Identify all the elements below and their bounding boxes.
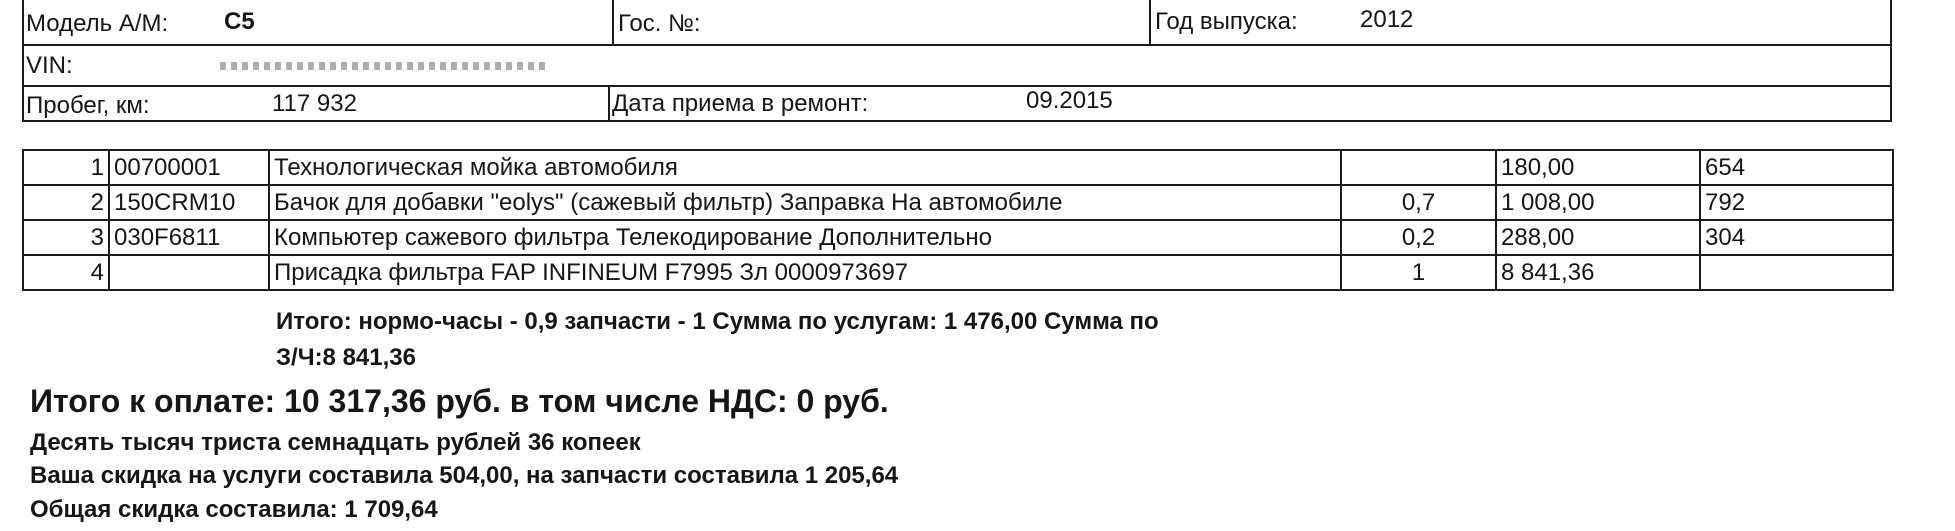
item-code: 00700001 [109, 150, 269, 185]
discount-line: Ваша скидка на услуги составила 504,00, на запчасти составила 1 205,64 [30, 462, 899, 489]
item-quantity [1341, 150, 1496, 185]
divider [22, 85, 1892, 87]
year-label: Год выпуска: [1155, 8, 1298, 35]
row-number: 1 [23, 150, 109, 185]
item-extra: 654 [1700, 150, 1893, 185]
row-number: 3 [23, 220, 109, 255]
items-table [22, 149, 1894, 291]
divider [1149, 0, 1151, 44]
row-number: 4 [23, 255, 109, 290]
total-in-words: Десять тысяч триста семнадцать рублей 36 копеек [30, 429, 641, 456]
table-row [23, 185, 1893, 220]
item-price: 180,00 [1496, 150, 1700, 185]
divider [22, 44, 1892, 46]
item-quantity: 1 [1341, 255, 1496, 290]
item-name: Присадка фильтра FAP INFINEUM F7995 Зл 0000973697 [269, 255, 1341, 290]
divider [608, 85, 610, 122]
mileage-label: Пробег, км: [26, 92, 150, 119]
item-price: 1 008,00 [1496, 185, 1700, 220]
total-discount: Общая скидка составила: 1 709,64 [30, 496, 438, 523]
item-name: Компьютер сажевого фильтра Телекодирование Дополнительно [269, 220, 1341, 255]
model-label: Модель А/М: [26, 10, 169, 37]
items-body [23, 150, 1893, 290]
vin-redaction [220, 62, 550, 70]
row-number: 2 [23, 185, 109, 220]
item-code: 150CRM10 [109, 185, 269, 220]
table-row [23, 150, 1893, 185]
date-label: Дата приема в ремонт: [612, 90, 869, 117]
summary-line-2: З/Ч:8 841,36 [276, 344, 416, 371]
item-price: 288,00 [1496, 220, 1700, 255]
item-extra: 792 [1700, 185, 1893, 220]
item-quantity: 0,7 [1341, 185, 1496, 220]
item-name: Бачок для добавки "eolys" (сажевый фильтр) Заправка На автомобиле [269, 185, 1341, 220]
summary-line-1: Итого: нормо-часы - 0,9 запчасти - 1 Сумма по услугам: 1 476,00 Сумма по [276, 308, 1159, 335]
item-name: Технологическая мойка автомобиля [269, 150, 1341, 185]
item-price: 8 841,36 [1496, 255, 1700, 290]
table-row [23, 220, 1893, 255]
item-extra [1700, 255, 1893, 290]
mileage-value: 117 932 [272, 90, 357, 117]
vin-label: VIN: [26, 52, 73, 79]
plate-label: Гос. №: [618, 10, 701, 37]
model-value: C5 [224, 8, 255, 35]
item-extra: 304 [1700, 220, 1893, 255]
item-quantity: 0,2 [1341, 220, 1496, 255]
item-code: 030F6811 [109, 220, 269, 255]
item-code [109, 255, 269, 290]
year-value: 2012 [1360, 6, 1414, 33]
table-row [23, 255, 1893, 290]
total-to-pay: Итого к оплате: 10 317,36 руб. в том числе НДС: 0 руб. [30, 383, 889, 419]
divider [612, 0, 614, 44]
date-value: 09.2015 [1026, 87, 1113, 114]
